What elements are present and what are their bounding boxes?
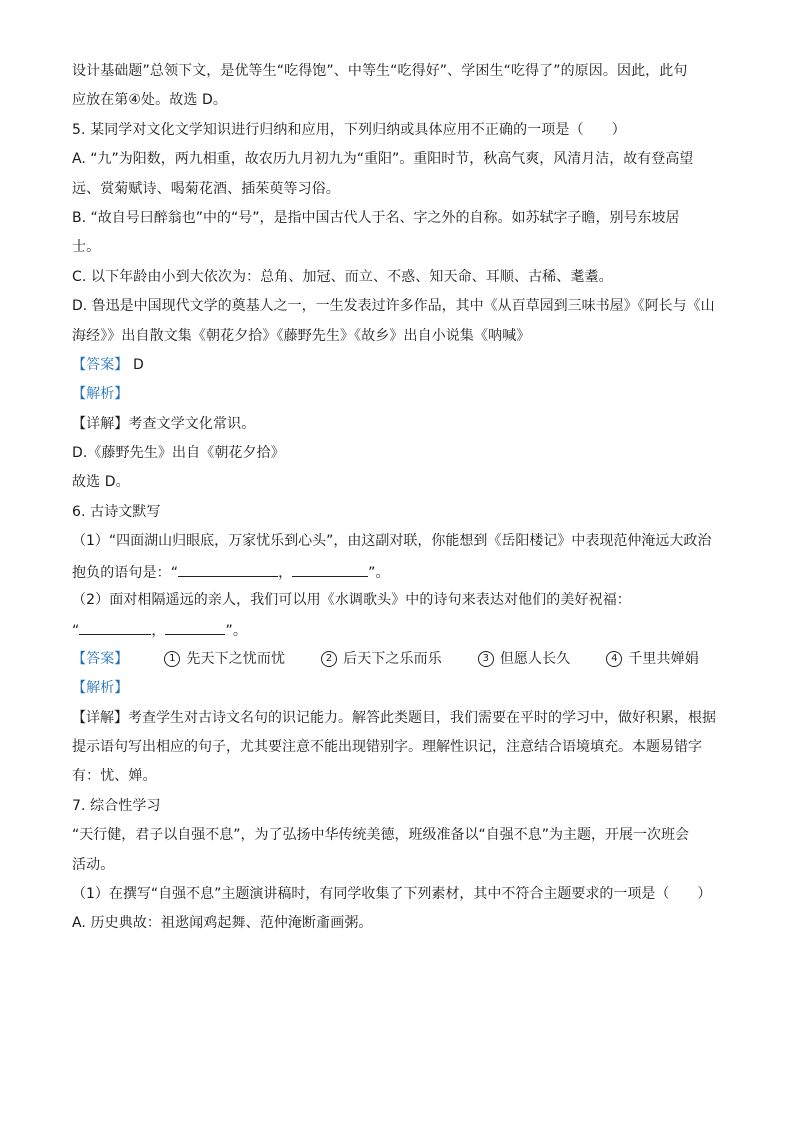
detail-line: 有：忧、婵。	[72, 768, 157, 785]
answer-blank[interactable]	[178, 562, 278, 577]
question-5-stem: 5. 某同学对文化文学知识进行归纳和应用，下列归纳或具体应用不正确的一项是（ ）	[72, 121, 626, 138]
analysis-tag: 【解析】	[72, 680, 129, 697]
detail-line: 提示语句写出相应的句子，尤其要注意不能出现错别字。理解性识记，注意结合语境填充。本题易错字	[72, 738, 702, 755]
question-6-2-line: （2）面对相隔遥远的亲人，我们可以用《水调歌头》中的诗句来表达对他们的美好祝福：	[72, 592, 631, 609]
question-7-title: 7. 综合性学习	[72, 797, 161, 814]
number-circle: 1	[164, 651, 180, 667]
answer-blank[interactable]	[292, 562, 368, 577]
answer-value: D	[132, 356, 144, 373]
option-d-line: 海经》》出自散文集《朝花夕拾》《藤野先生》《故乡》出自小说集《呐喊》	[72, 327, 531, 344]
answer-text: 后天下之乐而乐	[343, 650, 442, 667]
detail-line	[72, 709, 732, 727]
blank-separator: ，	[278, 564, 293, 581]
detail-text: 考查文学文化常识。	[128, 415, 256, 432]
answer-text: 先天下之忧而忧	[186, 650, 286, 667]
answer-line	[72, 356, 732, 374]
detail-tag: 【详解】	[72, 709, 128, 726]
choose-line: 故选 D。	[72, 474, 130, 491]
blank-prefix: 抱负的语句是：“	[72, 564, 179, 581]
analysis-tag: 【解析】	[72, 386, 129, 403]
question-6-title: 6. 古诗文默写	[72, 503, 161, 520]
detail-text: 考查学生对古诗文名句的识记能力。解答此类题目，我们需要在平时的学习中，做好积累，根据	[128, 709, 716, 726]
paragraph-line: 设计基础题”总领下文，是优等生“吃得饱”、中等生“吃得好”、学困生“吃得了”的原因。因此，此句	[72, 63, 688, 79]
answer-item	[164, 650, 285, 668]
option-a-line: A. “九”为阳数，两九相重，故农历九月初九为“重阳”。重阳时节，秋高气爽，风清月洁，故有登高望	[72, 151, 694, 168]
question-6-1-blanks	[72, 562, 732, 580]
document-page	[72, 62, 732, 944]
number-circle: 3	[478, 651, 494, 667]
analysis-line	[72, 385, 732, 403]
answer-item	[606, 650, 699, 668]
blank-prefix: “	[72, 623, 80, 640]
detail-tag: 【详解】	[72, 415, 129, 432]
answer-line	[72, 650, 732, 668]
answer-tag: 【答案】	[72, 356, 129, 373]
option-c-line: C. 以下年龄由小到大依次为：总角、加冠、而立、不惑、知天命、耳顺、古稀、耄耋。	[72, 268, 613, 285]
question-7-1-stem: （1）在撰写“自强不息”主题演讲稿时，有同学收集了下列素材，其中不符合主题要求的一项是（ ）	[72, 885, 712, 902]
answer-text: 千里共婵娟	[628, 650, 699, 667]
answer-item	[321, 650, 442, 668]
detail-line	[72, 415, 732, 433]
paragraph-line: 应放在第④处。故选 D。	[72, 92, 227, 109]
question-7-intro: 活动。	[72, 856, 115, 873]
answer-text: 但愿人长久	[499, 650, 571, 667]
option-a-line: 远、赏菊赋诗、喝菊花酒、插茱萸等习俗。	[72, 180, 340, 197]
blank-suffix: ”。	[225, 623, 247, 640]
answer-blank[interactable]	[165, 620, 225, 635]
detail-note: D.《藤野先生》出自《朝花夕拾》	[72, 445, 285, 462]
question-7-intro: “天行健，君子以自强不息”，为了弘扬中华传统美德，班级准备以“自强不息”为主题，开展一次班会	[72, 827, 690, 844]
analysis-line	[72, 679, 732, 697]
blank-separator: ，	[151, 623, 166, 640]
option-b-line: B. “故自号曰醉翁也”中的“号”，是指中国古代人于名、字之外的自称。如苏轼字子瞻，别号东坡居	[72, 209, 680, 226]
number-circle: 2	[321, 651, 337, 667]
answer-tag: 【答案】	[72, 650, 129, 667]
answer-item	[478, 650, 571, 668]
blank-suffix: ”。	[368, 564, 390, 581]
option-b-line: 士。	[72, 239, 101, 256]
number-circle: 4	[606, 651, 622, 667]
option-a-line: A. 历史典故：祖逖闻鸡起舞、范仲淹断齑画粥。	[72, 915, 373, 932]
question-6-2-blanks	[72, 620, 732, 638]
question-6-1-line: （1）“四面湖山归眼底，万家忧乐到心头”，由这副对联，你能想到《岳阳楼记》中表现范仲淹远大政治	[72, 533, 712, 550]
answer-blank[interactable]	[79, 620, 151, 635]
option-d-line: D. 鲁迅是中国现代文学的奠基人之一，一生发表过许多作品，其中《从百草园到三味书屋》《阿长与《山	[72, 298, 715, 315]
